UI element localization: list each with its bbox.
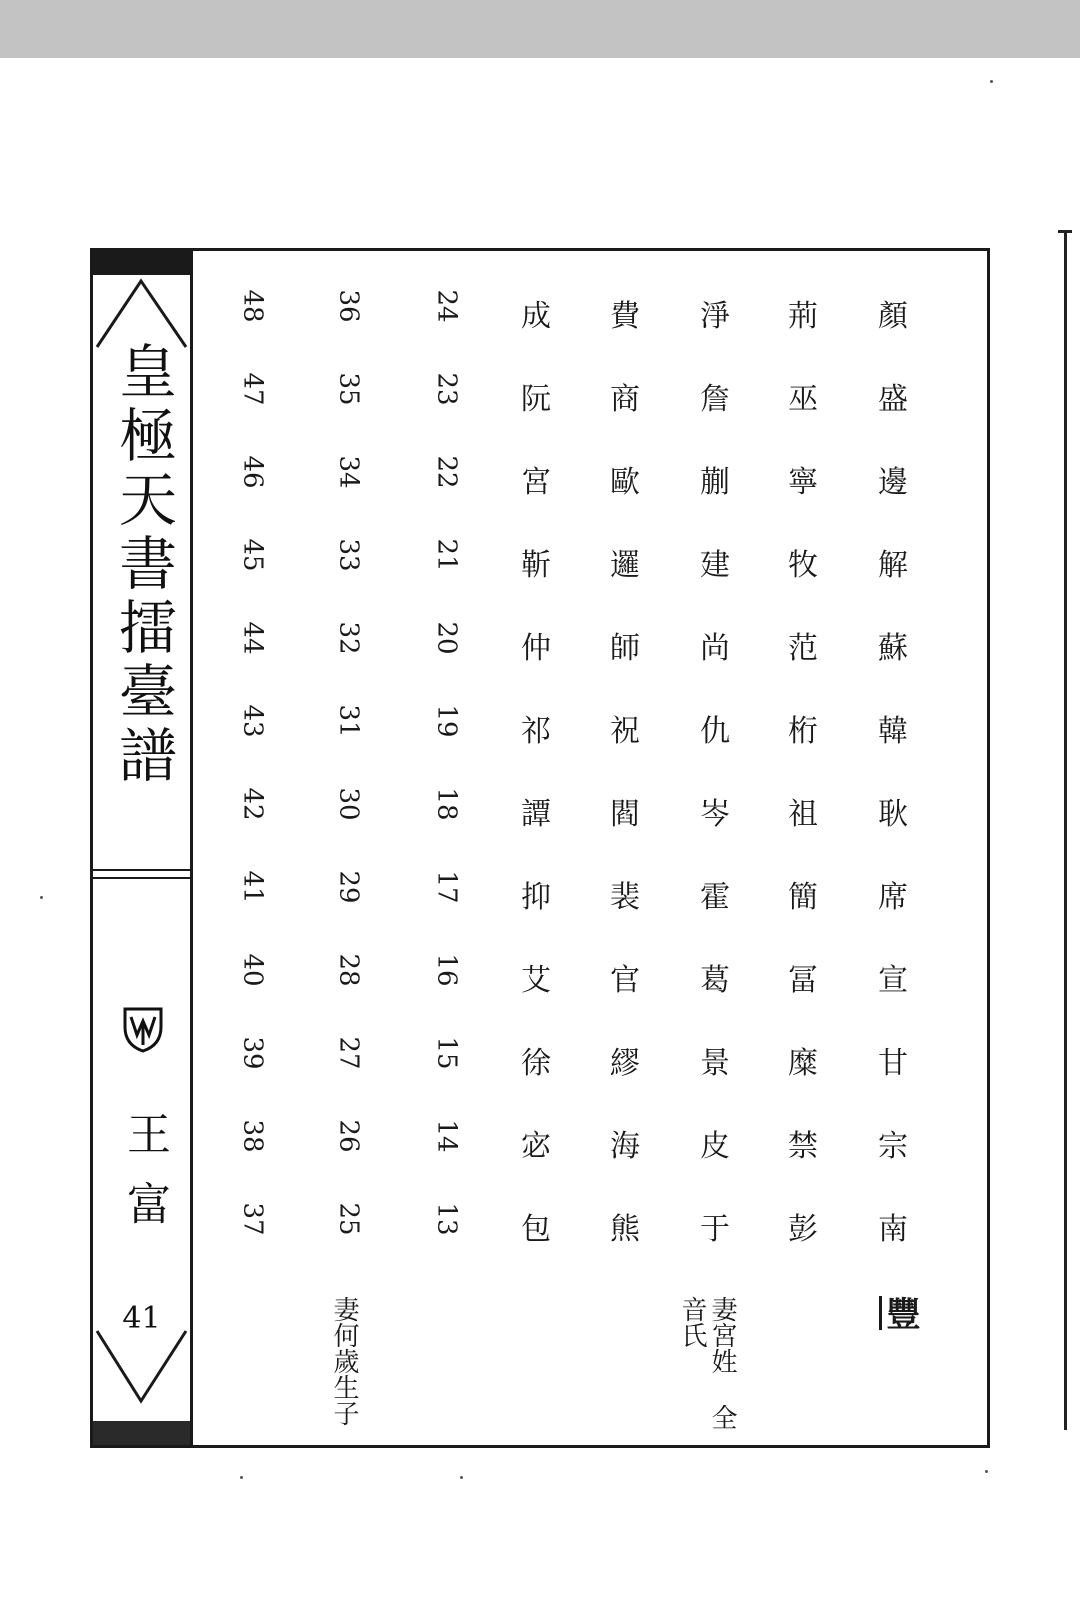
publisher-seal-icon — [121, 1005, 165, 1053]
spine-bottom-band — [93, 1421, 190, 1445]
grid-cell: 裴 — [610, 880, 640, 915]
grid-cell-number: 37 — [238, 1202, 268, 1236]
grid-cell: 師 — [610, 631, 640, 666]
grid-cell: 蒯 — [700, 465, 730, 500]
grid-cell-number: 32 — [334, 621, 364, 655]
grid-cell: 徐 — [521, 1046, 551, 1081]
grid-cell: 祝 — [610, 714, 640, 749]
grid-column-2 — [773, 291, 833, 1287]
spine-divider — [93, 869, 190, 879]
grid-cell-number: 16 — [432, 953, 462, 987]
grid-cell: 荊 — [788, 299, 818, 334]
grid-cell: 建 — [700, 548, 730, 583]
grid-cell-number: 48 — [238, 289, 268, 323]
grid-cell: 巫 — [788, 382, 818, 417]
grid-cell-number: 36 — [334, 289, 364, 323]
grid-cell: 甘 — [878, 1046, 908, 1081]
scan-speck — [985, 1470, 988, 1473]
grid-cell: 蘇 — [878, 631, 908, 666]
grid-cell-number: 40 — [238, 953, 268, 987]
grid-cell: 冨 — [788, 963, 818, 998]
grid-cell-number: 39 — [238, 1036, 268, 1070]
grid-cell: 禁 — [788, 1129, 818, 1164]
grid-cell: 詹 — [700, 382, 730, 417]
grid-cell-number: 46 — [238, 455, 268, 489]
grid-cell-number: 45 — [238, 538, 268, 572]
grid-cell: 于 — [700, 1212, 730, 1247]
scan-speck — [990, 80, 993, 83]
book-spine — [93, 251, 193, 1445]
grid-cell: 岑 — [700, 797, 730, 832]
grid-cell: 祁 — [521, 714, 551, 749]
grid-cell-number: 20 — [432, 621, 462, 655]
grid-cell-number: 28 — [334, 953, 364, 987]
scan-speck — [460, 1476, 463, 1479]
grid-cell: 仲 — [521, 631, 551, 666]
grid-cell: 艾 — [521, 963, 551, 998]
page-number: 41 — [122, 1301, 161, 1336]
grid-cell: 成 — [521, 299, 551, 334]
grid-cell-number: 23 — [432, 372, 462, 406]
grid-cell: 霍 — [700, 880, 730, 915]
column-3-note — [673, 1296, 737, 1445]
grid-cell: 牧 — [788, 548, 818, 583]
grid-cell: 淨 — [700, 299, 730, 334]
grid-cell: 官 — [610, 963, 640, 998]
grid-cell: 邊 — [878, 465, 908, 500]
grid-cell: 祖 — [788, 797, 818, 832]
grid-cell: 彭 — [788, 1212, 818, 1247]
grid-cell-number: 38 — [238, 1119, 268, 1153]
grid-cell: 抑 — [521, 880, 551, 915]
top-gray-bar — [0, 0, 1080, 58]
grid-cell: 糜 — [788, 1046, 818, 1081]
grid-cell-number: 43 — [238, 704, 268, 738]
grid-cell: 范 — [788, 631, 818, 666]
grid-cell-number: 18 — [432, 787, 462, 821]
grid-column-1 — [863, 291, 923, 1287]
grid-cell: 席 — [878, 880, 908, 915]
grid-cell: 包 — [521, 1212, 551, 1247]
grid-cell-number: 41 — [238, 870, 268, 904]
grid-cell-number: 31 — [334, 704, 364, 738]
book-title: 皇極天書擂臺譜 — [109, 341, 177, 789]
grid-cell: 阮 — [521, 382, 551, 417]
grid-cell: 仇 — [700, 714, 730, 749]
grid-cell-number: 14 — [432, 1119, 462, 1153]
grid-cell-number: 15 — [432, 1036, 462, 1070]
grid-cell-number: 24 — [432, 289, 462, 323]
grid-cell: 皮 — [700, 1129, 730, 1164]
grid-cell: 桁 — [788, 714, 818, 749]
grid-column-4 — [595, 291, 655, 1287]
grid-cell-number: 35 — [334, 372, 364, 406]
grid-cell-number: 47 — [238, 372, 268, 406]
scan-speck — [240, 1476, 243, 1479]
grid-cell: 景 — [700, 1046, 730, 1081]
column-3-note-line-a: 妻宮姓 — [707, 1296, 737, 1374]
grid-cell-number: 25 — [334, 1202, 364, 1236]
grid-cell-number: 27 — [334, 1036, 364, 1070]
grid-cell-number: 42 — [238, 787, 268, 821]
grid-cell-number: 30 — [334, 787, 364, 821]
grid-column-8 — [223, 291, 283, 1287]
column-3-note-line-b: 全音氏 — [677, 1296, 737, 1430]
scan-speck — [40, 896, 43, 899]
grid-column-3 — [685, 291, 745, 1287]
surname-number-grid — [193, 251, 987, 1445]
grid-cell: 宗 — [878, 1129, 908, 1164]
grid-column-5 — [506, 291, 566, 1287]
grid-cell-number: 19 — [432, 704, 462, 738]
grid-cell: 尚 — [700, 631, 730, 666]
grid-cell: 盛 — [878, 382, 908, 417]
grid-cell: 熊 — [610, 1212, 640, 1247]
adjacent-page-edge — [1064, 230, 1067, 1430]
column-1-note: 豐 — [880, 1296, 920, 1330]
grid-cell-number: 44 — [238, 621, 268, 655]
page-frame — [90, 248, 990, 1448]
grid-cell-number: 29 — [334, 870, 364, 904]
grid-cell: 解 — [878, 548, 908, 583]
grid-cell: 閻 — [610, 797, 640, 832]
grid-cell-number: 22 — [432, 455, 462, 489]
grid-cell: 簡 — [788, 880, 818, 915]
author-name: 王富 — [119, 1111, 170, 1251]
grid-cell: 譚 — [521, 797, 551, 832]
grid-cell: 宓 — [521, 1129, 551, 1164]
grid-cell: 宣 — [878, 963, 908, 998]
grid-column-6 — [417, 291, 477, 1287]
grid-cell-number: 17 — [432, 870, 462, 904]
grid-cell: 靳 — [521, 548, 551, 583]
grid-cell: 南 — [878, 1212, 908, 1247]
grid-column-7 — [319, 291, 379, 1287]
grid-cell: 商 — [610, 382, 640, 417]
grid-cell: 宮 — [521, 465, 551, 500]
grid-cell: 繆 — [610, 1046, 640, 1081]
column-8-note: 妻何歲生子 — [329, 1296, 359, 1426]
grid-cell: 耿 — [878, 797, 908, 832]
grid-cell: 歐 — [610, 465, 640, 500]
grid-cell-number: 26 — [334, 1119, 364, 1153]
grid-cell: 葛 — [700, 963, 730, 998]
grid-cell-number: 34 — [334, 455, 364, 489]
grid-cell-number: 21 — [432, 538, 462, 572]
grid-cell: 顏 — [878, 299, 908, 334]
grid-cell: 韓 — [878, 714, 908, 749]
grid-cell: 費 — [610, 299, 640, 334]
grid-cell: 邏 — [610, 548, 640, 583]
grid-cell-number: 33 — [334, 538, 364, 572]
adjacent-page-corner — [1058, 230, 1072, 233]
grid-cell: 寧 — [788, 465, 818, 500]
grid-cell: 海 — [610, 1129, 640, 1164]
grid-cell-number: 13 — [432, 1202, 462, 1236]
